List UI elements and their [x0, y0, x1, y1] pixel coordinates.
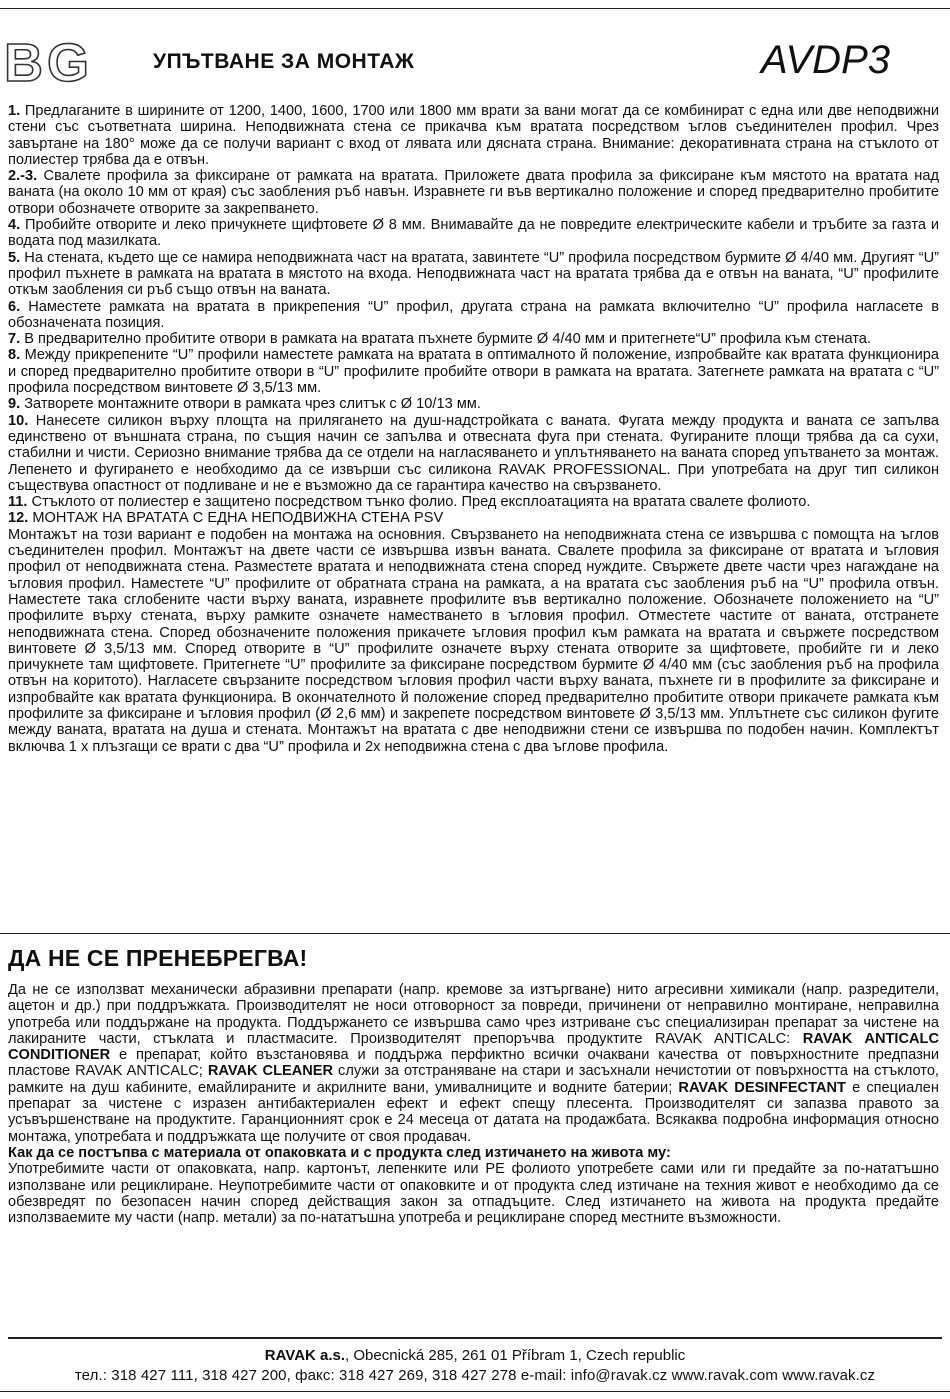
language-code: BG [4, 33, 93, 93]
instruction-item [8, 396, 939, 412]
disposal-text: Употребимите части от опаковката, напр. картонът, лепенките или PE фолиото употребете сами или ги предайте за по-нататъшно използване или рециклиране. Неупотребимите части от опаковките и от продукта след изтичане на техния живот е необходимо да се обезвредят по безопасен начин според действащия закон за отпадъците. След изтичането на живота на продукта предайте използваемите му части (напр. метали) за по-нататъшна употреба и рециклиране според местните възможности. [8, 1161, 939, 1227]
instructions [8, 103, 939, 755]
care-text: Да не се използват механически абразивни препарати (напр. кремове за изтъргване) нито агресивни химикали (напр. разредители, ацетон и др.) при поддръжката. Производителят не носи отговорност за повреди, причинени от неправилно монтиране, неправилна употреба или поддържане на продукта. Поддържането се извършва само чрез изтриване със специализиран препарат за чистене на лакираните части, стъклата и пластмасите. Производителят препоръчва продуктите RAVAK ANTICALC: [8, 982, 939, 1047]
instruction-item [8, 510, 939, 526]
step-text: На стената, където ще се намира неподвижната част на вратата, завинтете “U” профила посредством бурмите Ø 4/40 мм. Другият “U” профил пъхнете в рамката на вратата в мястото на входа. Неподвижната част на вратата трябва да е отвън на ваната, “U” профилите откъм заобления си ръб също отвън на ваната. [8, 249, 939, 299]
care-text: е препарат, който възстановява и поддържа перфиктно всички очаквани качества от повърхностните предпазни пластове RAVAK ANTICALC; [8, 1047, 939, 1080]
instruction-item [8, 250, 939, 299]
product-name: RAVAK DESINFECTANT [678, 1079, 846, 1096]
step-number: 12. [8, 510, 29, 527]
step-number: 10. [8, 412, 29, 429]
step-text: Наместете рамката на вратата в прикрепения “U” профил, другата страна на рамката включително “U” профила нагласете в обозначената позиция. [8, 298, 939, 331]
step-number: 11. [8, 494, 28, 511]
instruction-item [8, 168, 939, 217]
step-text: МОНТАЖ НА ВРАТАТА С ЕДНА НЕПОДВИЖНА СТЕНА PSV [28, 510, 444, 527]
warning-heading: ДА НЕ СЕ ПРЕНЕБРЕГВА! [8, 945, 308, 971]
step-text: Свалете профила за фиксиране от рамката на вратата. Приложете двата профила за фиксиране към мястото на вратата над ваната (на около 10 мм от края) със заобления ръб навън. Изравнете ги във вертикално положение и според предварително пробитите отвори обозначете отворите за закрепването. [8, 168, 939, 217]
header [0, 30, 950, 96]
care-text: служи за отстраняване на стари и засъхнали нечистотии от повърхността на стъклото, рамките на душ кабините, емайлираните и акрилните вани, умивалниците и водните батерии; [8, 1063, 939, 1096]
instruction-item [8, 494, 939, 510]
model-name: AVDP3 [761, 38, 890, 82]
step-text: Пробийте отворите и леко причукнете щифтовете Ø 8 мм. Внимавайте да не повредите електрическите кабели и тръбите за газта и водата под мазилката. [8, 217, 939, 250]
instruction-item [8, 331, 939, 347]
care-section [8, 982, 939, 1226]
step-number: 1. [8, 103, 21, 119]
step-text: Стъклото от полиестер е защитено посредством тънко фолио. Пред експлоатацията на вратата свалете фолиото. [27, 494, 811, 511]
section-12-body: Монтажът на този вариант е подобен на монтажа на основния. Свързването на неподвижната стена се извършва с помощта на ъглов съединителен профил. Монтажът на двете части се извършва извън ваната. Свалете профила за фиксиране от вратата и ъгловия профил от неподвижната стена. Разместете вратата и неподвижната стена според нуждите. Свържете двете части чрез нагаждане на ъгловия профил. Наместете “U” профилите от обратната страна на рамката, а на вратата със заобления ръб на “U” профила отвън. Наместете така сглобените части върху ваната, изравнете профилите във вертикално положение. Обозначете положението на “U” профилите върху стената, върху рамките означете наместването в ъгловия профил. Отместете частите от ваната, отстранете неподвижната стена. Според обозначените положения прикачете ъгловия профил към рамката на вратата и свържете посредством винтовете Ø 3,5/13 мм. Според отворите в “U” профилите означете върху стената отворите за щифтовете, пробийте ги и леко причукнете там щифтовете. Притегнете “U” профилите за фиксиране посредством бурмите Ø 4/40 мм (със заобления ръб на профила отвън на коритото). Нагласете свързаните посредством ъгловия профил части върху ваната, пъхнете ги в профилите за фиксиране и изпробвайте как вратата функционира. В окончателното й положение според предварително пробитите отвори прикачете рамката към профилите за фиксиране и ъгловия профил (Ø 2,6 мм) и закрепете посредством винтовете Ø 3,5/13 мм. Уплътнете със силикон фугите между ваната, вратата на душа и стената. Монтажът на вратата с две неподвижни стени се извършва по подобен начин. Комплектът включва 1 х плъзгащи се врати с два “U” профила и 2х неподвижна стена с два ъглове профила. [8, 526, 939, 755]
step-number: 4. [8, 217, 21, 234]
company-line [0, 1346, 950, 1366]
company-name: RAVAK a.s. [264, 1347, 346, 1364]
step-text: В предварително пробитите отвори в рамката на вратата пъхнете бурмите Ø 4/40 мм и притегнете“U” профила към стената. [20, 331, 871, 348]
instruction-item [8, 413, 939, 494]
step-number: 7. [8, 331, 21, 348]
step-text: Предлаганите в ширините от 1200, 1400, 1600, 1700 или 1800 мм врати за вани могат да се комбинират с една или две неподвижни стени със съответната ширина. Неподвижната стена се прикачва към вратата посредством ъглов съединителен профил. Чрез завъртане на 180° може да се получи вариант с вход от лявата или дясната страна. Внимание: декоративната страна на стъклото от полиестер трябва да е отвън. [8, 103, 939, 168]
step-number: 6. [8, 298, 21, 315]
instruction-item [8, 103, 939, 168]
product-name: RAVAK CLEANER [207, 1063, 334, 1080]
footer [0, 1346, 950, 1386]
step-number: 8. [8, 347, 21, 364]
top-rule [0, 8, 950, 9]
step-number: 9. [8, 396, 21, 413]
footer-rule [8, 1337, 942, 1339]
instruction-item [8, 217, 939, 250]
contact-line: тел.: 318 427 111, 318 427 200, факс: 318 427 269, 318 427 278 e-mail: info@ravak.cz www.ravak.com www.ravak.cz [74, 1367, 876, 1384]
product-name: RAVAK ANTICALC CONDITIONER [8, 1030, 940, 1064]
care-paragraph [8, 982, 939, 1145]
instruction-item [8, 299, 939, 332]
company-address: , Obecnická 285, 261 01 Příbram 1, Czech republic [345, 1347, 686, 1364]
step-text: Между прикрепените “U” профили наместете рамката на вратата в оптималното й положение, изпробвайте как вратата функционира и според предварително пробитите отвори в “U” профилите пробийте отвори в рамката на вратата. Затегнете рамката на вратата с “U” профила посредством винтовете Ø 3,5/13 мм. [8, 347, 939, 397]
step-text: Затворете монтажните отвори в рамката чрез слитък с Ø 10/13 мм. [20, 396, 481, 413]
step-number: 5. [8, 249, 21, 266]
document-title: УПЪТВАНЕ ЗА МОНТАЖ [153, 50, 415, 73]
disposal-heading: Как да се постъпва с материала от опаковката и с продукта след изтичането на живота му: [8, 1144, 671, 1161]
care-text: е специален препарат за чистене с изразен антибактериален ефект и ефект спещу плесента. Производителят си запазва правото за усъвършенстване на продуктите. Гаранционният срок е 24 месеца от датата на продажбата. Всякаква подробна информация относно монтажа, употребата и поддръжката ще получите от своя продавач. [8, 1079, 939, 1145]
section-divider [0, 933, 950, 934]
step-number: 2.-3. [8, 168, 38, 185]
bottom-rule [0, 1391, 950, 1392]
instruction-item [8, 347, 939, 396]
step-text: Нанесете силикон върху площта на прилягането на душ-надстройката с ваната. Фугата между продукта и ваната се запълва единствено от външната страна, по същия начин се запълва и отвесната фуга при стената. Фугираните площи трябва да са сухи, стабилни и чисти. Сериозно внимание трябва да се отдели на нагласяването и уплътняването на ваната според упътването за монтаж. Лепенето и фугирането е необходимо да се извърши със силикона RAVAK PROFESSIONAL. При употребата на друг тип силикон съществува опастност от подливане и не е възможно да се гарантира качество на свързването. [8, 412, 939, 494]
